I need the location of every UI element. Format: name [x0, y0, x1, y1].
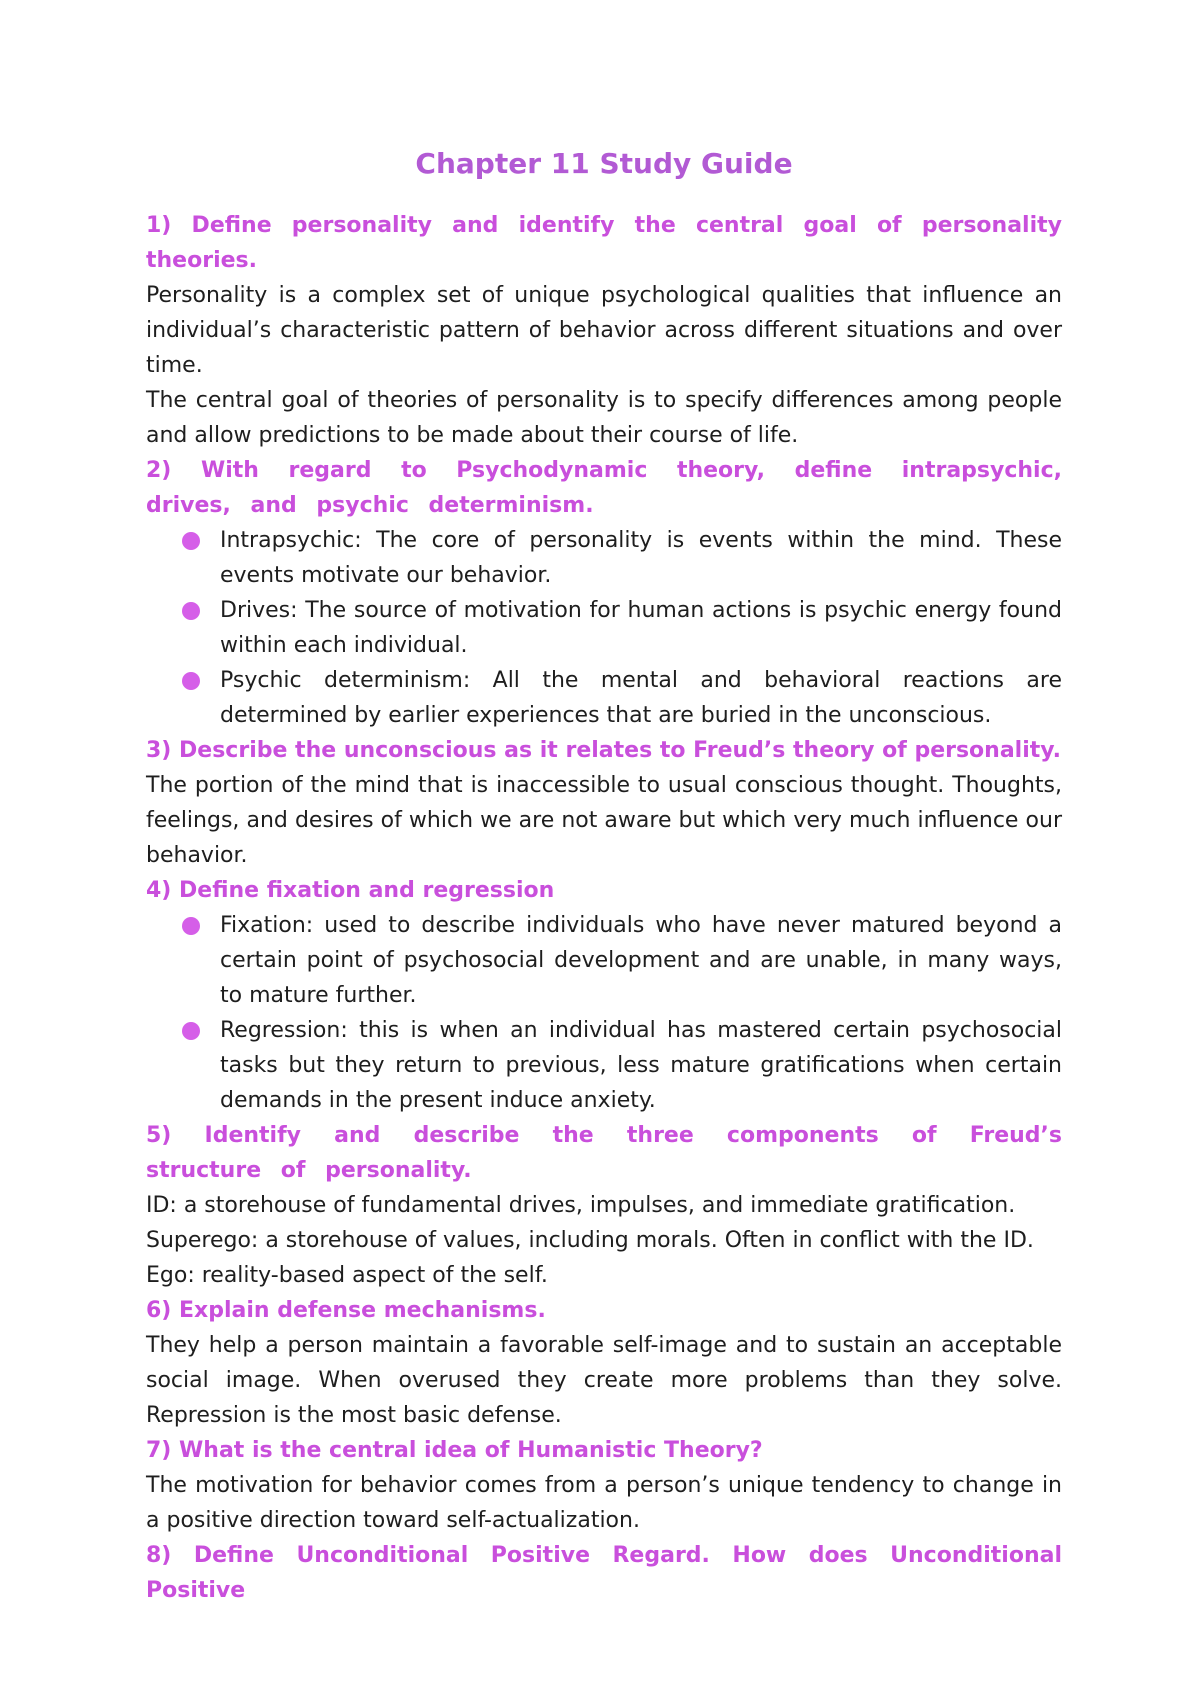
- bullet-text-intrapsychic: Intrapsychic: The core of personality is events within the mind. These events motivate our behavior.: [220, 528, 1062, 588]
- answer-6-defense-mechanisms: They help a person maintain a favorable self-image and to sustain an acceptable social image. When overused they create more problems than they solve. Repression is the most basic defense.: [146, 1333, 1062, 1428]
- answer-5-id: ID: a storehouse of fundamental drives, impulses, and immediate gratification.: [146, 1193, 1016, 1218]
- list-item: [220, 1013, 1062, 1118]
- question-2-bullet-list: [146, 523, 1062, 733]
- bullet-dot-icon: [182, 917, 200, 935]
- question-2: 2) With regard to Psychodynamic theory, define intrapsychic, drives, and psychic determinism.: [146, 458, 1062, 518]
- question-5: 5) Identify and describe the three components of Freud’s structure of personality.: [146, 1123, 1062, 1183]
- question-3: 3) Describe the unconscious as it relates to Freud’s theory of personality.: [146, 738, 1061, 763]
- bullet-text-drives: Drives: The source of motivation for human actions is psychic energy found within each individual.: [220, 598, 1062, 658]
- answer-1-personality-definition: Personality is a complex set of unique psychological qualities that influence an individual’s characteristic pattern of behavior across different situations and over time.: [146, 283, 1062, 378]
- answer-7-humanistic-theory: The motivation for behavior comes from a person’s unique tendency to change in a positive direction toward self-actualization.: [146, 1473, 1062, 1533]
- list-item: [220, 663, 1062, 733]
- list-item: [220, 908, 1062, 1013]
- list-item: [220, 593, 1062, 663]
- question-4: 4) Define fixation and regression: [146, 878, 555, 903]
- page-title: Chapter 11 Study Guide: [415, 147, 793, 180]
- question-8-text: 8) Define Unconditional Positive Regard. How does Unconditional Positive: [146, 1543, 1062, 1603]
- bullet-dot-icon: [182, 1022, 200, 1040]
- question-6: 6) Explain defense mechanisms.: [146, 1298, 546, 1323]
- question-1: 1) Define personality and identify the central goal of personality theories.: [146, 213, 1062, 273]
- question-8: [146, 1538, 1062, 1608]
- bullet-text-psychic-determinism: Psychic determinism: All the mental and behavioral reactions are determined by earlier experiences that are buried in the unconscious.: [220, 668, 1062, 728]
- answer-3-unconscious: The portion of the mind that is inaccessible to usual conscious thought. Thoughts, feelings, and desires of which we are not aware but which very much influence our behavior.: [146, 773, 1062, 868]
- list-item: [220, 523, 1062, 593]
- answer-1-central-goal: The central goal of theories of personality is to specify differences among people and allow predictions to be made about their course of life.: [146, 388, 1062, 448]
- question-4-bullet-list: [146, 908, 1062, 1118]
- answer-5-superego: Superego: a storehouse of values, including morals. Often in conflict with the ID.: [146, 1228, 1034, 1253]
- study-guide-page: [146, 140, 1062, 1608]
- bullet-text-fixation: Fixation: used to describe individuals who have never matured beyond a certain point of psychosocial development and are unable, in many ways, to mature further.: [220, 913, 1062, 1008]
- bullet-dot-icon: [182, 602, 200, 620]
- bullet-text-regression: Regression: this is when an individual has mastered certain psychosocial tasks but they return to previous, less mature gratifications when certain demands in the present induce anxiety.: [220, 1018, 1062, 1113]
- bullet-dot-icon: [182, 532, 200, 550]
- bullet-dot-icon: [182, 672, 200, 690]
- answer-5-ego: Ego: reality-based aspect of the self.: [146, 1263, 548, 1288]
- question-7: 7) What is the central idea of Humanistic Theory?: [146, 1438, 763, 1463]
